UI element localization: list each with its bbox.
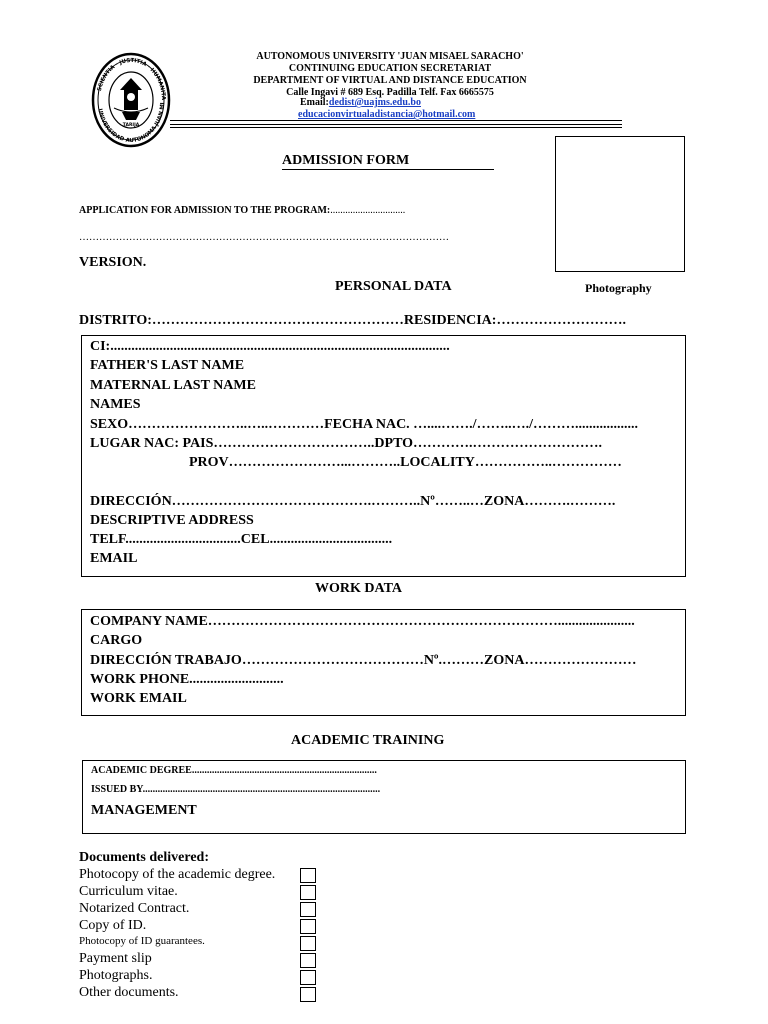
header-rule-2 xyxy=(170,124,622,125)
doc-notarized-contract: Notarized Contract. xyxy=(79,901,190,916)
header-line-department: DEPARTMENT OF VIRTUAL AND DISTANCE EDUCATION xyxy=(253,75,527,86)
academic-training-title: ACADEMIC TRAINING xyxy=(291,733,445,748)
birthplace-country-field[interactable]: LUGAR NAC: PAIS……………………………..DPTO………….………………………. xyxy=(90,436,603,451)
address-field[interactable]: DIRECCIÓN…………………………………….………..Nº……..…ZONA……….………. xyxy=(90,494,616,509)
email-label: Email: xyxy=(300,97,329,108)
phone-cell-field[interactable]: TELF.................................CEL................................... xyxy=(90,532,393,547)
academic-degree-field[interactable]: ACADEMIC DEGREE.......................................................................... xyxy=(91,765,377,776)
cargo-field[interactable]: CARGO xyxy=(90,633,143,648)
header-line-university: AUTONOMOUS UNIVERSITY 'JUAN MISAEL SARACHO' xyxy=(256,51,524,62)
doc-academic-degree-copy: Photocopy of the academic degree. xyxy=(79,867,276,882)
application-dotted-line[interactable]: ………………………………………………………………………………………………… xyxy=(79,232,449,243)
application-dots: .............................. xyxy=(330,205,406,216)
issued-by-field[interactable]: ISSUED BY............................................................................................... xyxy=(91,784,381,795)
checkbox-id-guarantees[interactable] xyxy=(300,936,316,951)
version-label: VERSION. xyxy=(79,255,147,270)
seal-top-text: SCIENTIA · JUSTITIA · HUMANITA xyxy=(96,57,167,101)
header-rule-3 xyxy=(170,127,622,128)
doc-photographs: Photographs. xyxy=(79,968,153,983)
header-line-secretariat: CONTINUING EDUCATION SECRETARIAT xyxy=(288,63,492,74)
maternal-last-name-field[interactable]: MATERNAL LAST NAME xyxy=(90,378,256,393)
province-locality-field[interactable]: PROV……………………...………..LOCALITY……………..…………… xyxy=(189,455,622,470)
company-name-field[interactable]: COMPANY NAME…………………………………………………………………...................... xyxy=(90,614,635,629)
header-rule-1 xyxy=(170,120,622,121)
work-phone-field[interactable]: WORK PHONE........................... xyxy=(90,672,284,687)
personal-data-title: PERSONAL DATA xyxy=(335,279,452,294)
email-field[interactable]: EMAIL xyxy=(90,551,138,566)
descriptive-address-field[interactable]: DESCRIPTIVE ADDRESS xyxy=(90,513,254,528)
checkbox-curriculum-vitae[interactable] xyxy=(300,885,316,900)
university-seal-logo xyxy=(90,50,172,150)
checkbox-notarized-contract[interactable] xyxy=(300,902,316,917)
email-link-hotmail[interactable]: educacionvirtualadistancia@hotmail.com xyxy=(298,109,476,120)
doc-id-guarantees: Photocopy of ID guarantees. xyxy=(79,935,205,947)
seal-center-text: TARIJA xyxy=(122,123,140,128)
email-link-uajms[interactable]: dedist@uajms.edu.bo xyxy=(328,97,421,108)
doc-curriculum-vitae: Curriculum vitae. xyxy=(79,884,178,899)
documents-delivered-title: Documents delivered: xyxy=(79,850,209,865)
work-email-field[interactable]: WORK EMAIL xyxy=(90,691,187,706)
ci-field[interactable]: CI:................................................................................................. xyxy=(90,339,450,354)
work-data-title: WORK DATA xyxy=(315,581,402,596)
academic-training-box xyxy=(82,760,686,834)
checkbox-copy-of-id[interactable] xyxy=(300,919,316,934)
checkbox-photographs[interactable] xyxy=(300,970,316,985)
father-last-name-field[interactable]: FATHER'S LAST NAME xyxy=(90,358,245,373)
title-underline xyxy=(282,169,494,170)
checkbox-payment-slip[interactable] xyxy=(300,953,316,968)
personal-data-box xyxy=(81,335,686,577)
distrito-residencia-field[interactable]: DISTRITO:………………………………………………RESIDENCIA:………………………. xyxy=(79,313,626,328)
institution-header xyxy=(230,51,550,99)
doc-payment-slip: Payment slip xyxy=(79,951,152,966)
checkbox-academic-degree-copy[interactable] xyxy=(300,868,316,883)
checkbox-other-documents[interactable] xyxy=(300,987,316,1002)
header-email-row-2 xyxy=(298,109,475,120)
application-program-field[interactable] xyxy=(79,205,405,216)
doc-other-documents: Other documents. xyxy=(79,985,179,1000)
application-label: APPLICATION FOR ADMISSION TO THE PROGRAM: xyxy=(79,205,331,216)
management-field[interactable]: MANAGEMENT xyxy=(91,803,197,818)
doc-copy-of-id: Copy of ID. xyxy=(79,918,147,933)
admission-form-title: ADMISSION FORM xyxy=(282,153,410,168)
seal-bottom-text: UNIVERSIDAD AUTONOMA JUAN MI xyxy=(96,102,167,145)
sex-birthdate-field[interactable]: SEXO……………………..…..…………FECHA NAC. …....……./……..…./……….................. xyxy=(90,417,638,432)
photo-box[interactable] xyxy=(555,136,685,272)
header-email-row xyxy=(300,97,477,108)
work-address-field[interactable]: DIRECCIÓN TRABAJO…………………………………Nº.………ZONA…………………… xyxy=(90,653,637,668)
names-field[interactable]: NAMES xyxy=(90,397,141,412)
photo-label: Photography xyxy=(585,281,652,295)
header-line-address: Calle Ingavi # 689 Esq. Padilla Telf. Fax 6665575 xyxy=(286,87,494,98)
work-data-box xyxy=(81,609,686,716)
